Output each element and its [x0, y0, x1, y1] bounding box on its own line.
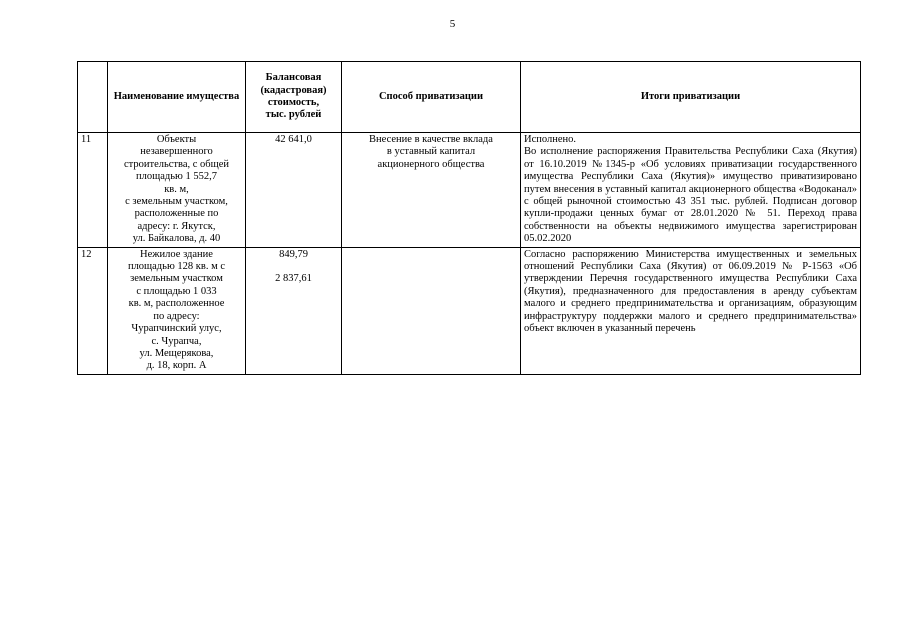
header-name: Наименование имущества — [108, 62, 246, 133]
property-name-line: кв. м, — [164, 183, 189, 195]
header-result: Итоги приватизации — [521, 62, 861, 133]
property-name-line: Объекты — [156, 134, 197, 145]
property-name-line: земельным участком — [130, 273, 223, 285]
table-header-row — [78, 62, 861, 133]
property-name-line: строительства, с общей — [124, 158, 229, 170]
header-cost-line: тыс. рублей — [265, 109, 322, 121]
table-row — [78, 133, 861, 248]
header-cost — [246, 62, 342, 133]
result-paragraph: Исполнено. — [524, 134, 576, 145]
property-name-line: ул. Мещерякова, — [139, 347, 214, 359]
property-name-line: д. 18, корп. А — [146, 360, 207, 372]
method-line: Внесение в качестве вклада — [369, 134, 493, 145]
privatization-result — [521, 247, 861, 374]
header-method: Способ приватизации — [342, 62, 521, 133]
result-paragraph: Согласно распоряжению Министерства имущественных и земельных отношений Республики Саха (Якутия) от 06.09.2019 № Р-1563 «Об утверждении Перечня государственного имущества Республики Саха (Якутия), предназначенного для предоставления в аренду субъектам малого и среднего предпринимательства и организациям, образующим инфраструктуру поддержки малого и среднего предпринимательства» объект включен в указанный перечень — [524, 248, 857, 335]
property-cost — [246, 133, 342, 248]
property-name — [108, 247, 246, 374]
privatization-method — [342, 133, 521, 248]
header-num — [78, 62, 108, 133]
property-name-line: площадью 1 552,7 — [136, 171, 217, 183]
header-cost-line: стоимость, — [267, 97, 320, 108]
cost-value: 42 641,0 — [275, 134, 312, 145]
property-name-line: Нежилое здание — [140, 248, 213, 260]
result-paragraph: Во исполнение распоряжения Правительства Республики Саха (Якутия) от 16.10.2019 №1345-р «Об условиях приватизации государственного имущества Республики Саха (Якутия)» имущество приватизировано путем внесения в уставный капитал акционерного общества «Водоканал» с общей рыночной стоимостью 43 351 тыс. рублей. Подписан договор купли-продажи ценных бумаг от 28.01.2020 № 51. Переход права собственности на объекты недвижимого имущества зарегистрирован 05.02.2020 — [524, 146, 857, 245]
header-cost-line: (кадастровая) — [260, 84, 327, 96]
property-name-line: по адресу: — [153, 310, 200, 322]
page-number: 5 — [449, 18, 456, 30]
property-name-line: Чурапчинский улус, — [131, 323, 222, 335]
property-name — [108, 133, 246, 248]
property-name-line: с. Чурапча, — [151, 335, 202, 347]
row-number: 12 — [78, 247, 108, 374]
property-name-line: адресу: г. Якутск, — [137, 220, 216, 232]
property-name-line: незавершенного — [140, 146, 213, 158]
privatization-result — [521, 133, 861, 248]
property-name-line: с площадью 1 033 — [136, 285, 217, 297]
property-name-line: площадью 128 кв. м с — [127, 261, 226, 273]
row-number: 11 — [78, 133, 108, 248]
cost-value: 849,79 — [279, 248, 308, 260]
property-name-line: кв. м, расположенное — [128, 298, 225, 310]
header-cost-line: Балансовая — [265, 72, 322, 84]
property-name-line: с земельным участком, — [125, 196, 228, 208]
method-line: в уставный капитал — [386, 146, 476, 158]
property-name-line: ул. Байкалова, д. 40 — [132, 233, 221, 245]
property-name-line: расположенные по — [134, 208, 219, 220]
cost-value: 2 837,61 — [275, 273, 312, 285]
privatization-table — [77, 61, 861, 375]
cost-spacer — [249, 261, 338, 273]
table-row — [78, 247, 861, 374]
method-line: акционерного общества — [377, 158, 485, 170]
privatization-method — [342, 247, 521, 374]
property-cost — [246, 247, 342, 374]
